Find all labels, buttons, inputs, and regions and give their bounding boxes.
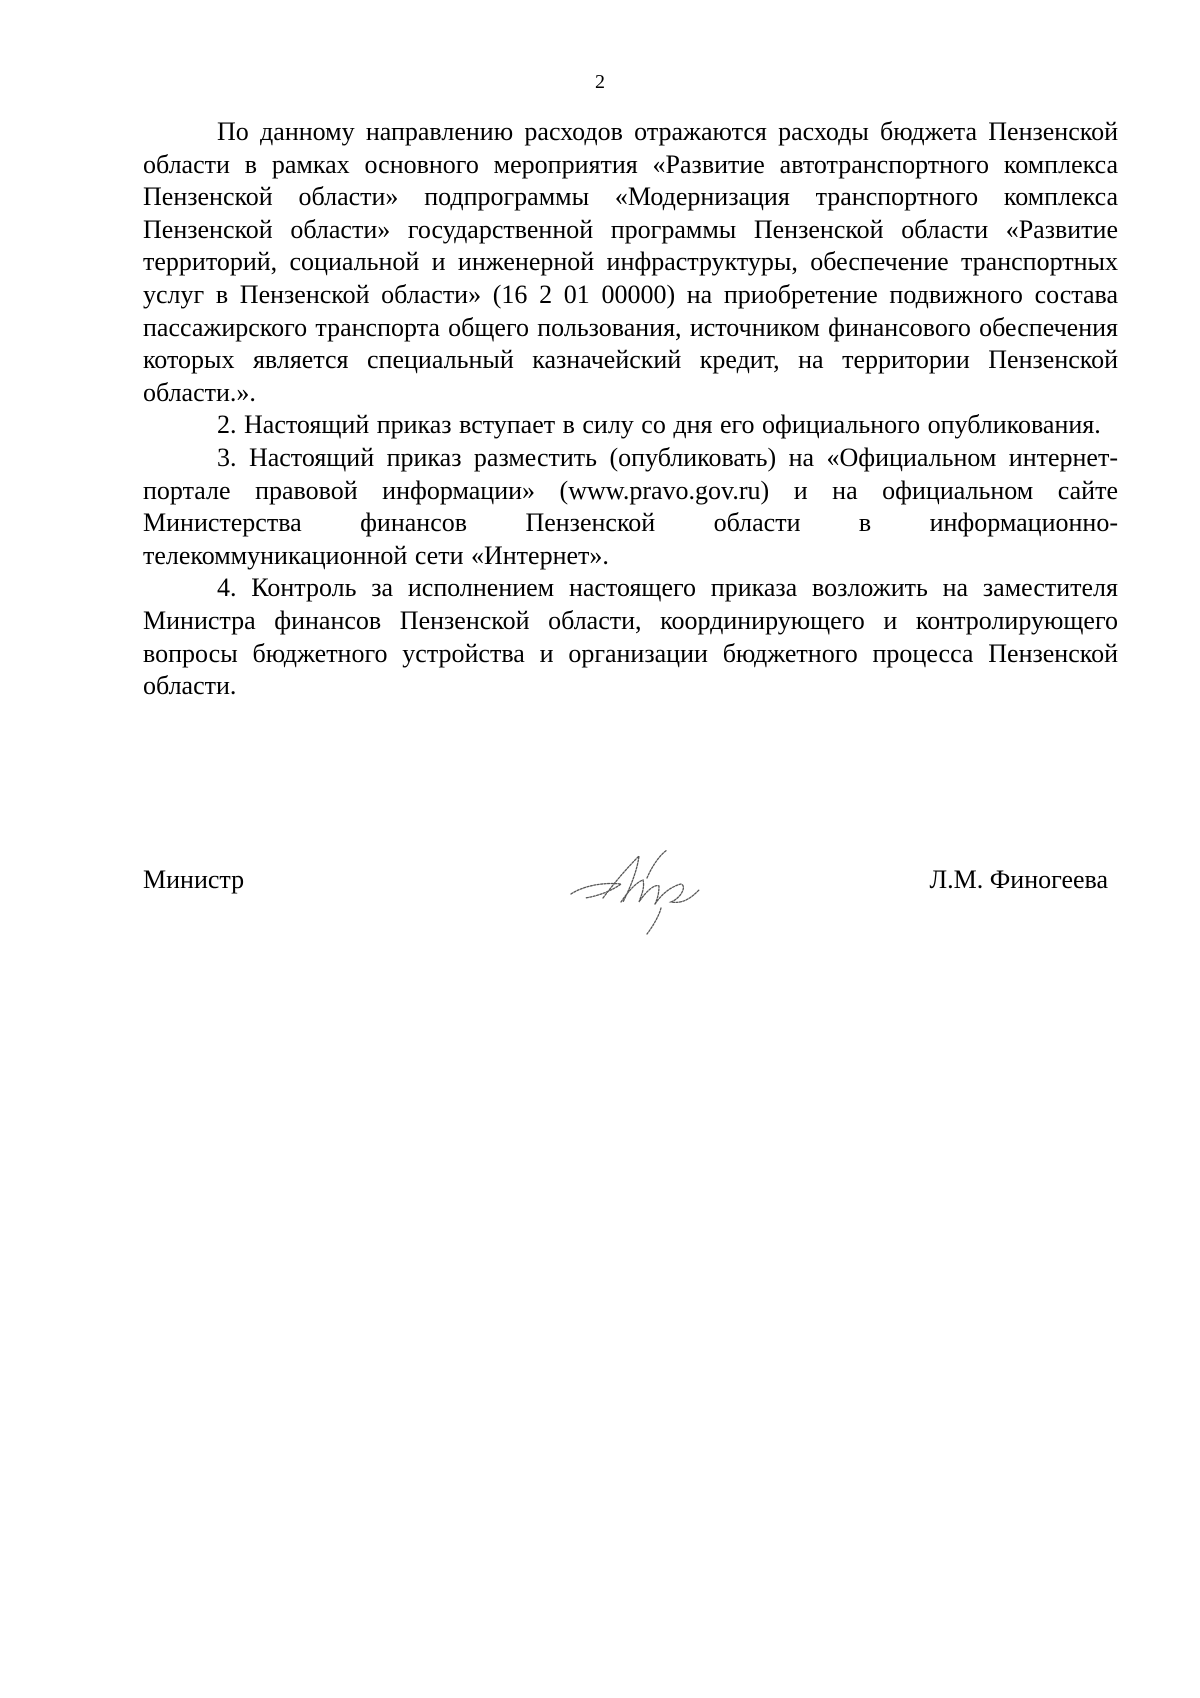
page-number: 2: [595, 71, 605, 93]
signer-name: Л.М. Финогеева: [929, 865, 1108, 894]
paragraph-expense-description: По данному направлению расходов отражаются расходы бюджета Пензенской области в рамках основного мероприятия «Развитие автотранспортного комплекса Пензенской области» подпрограммы «Модернизация транспортного комплекса Пензенской области» государственной программы Пензенской области «Развитие территорий, социальной и инженерной инфраструктуры, обеспечение транспортных услуг в Пензенской области» (16 2 01 00000) на приобретение подвижного состава пассажирского транспорта общего пользования, источником финансового обеспечения которых является специальный казначейский кредит, на территории Пензенской области.».: [143, 117, 1118, 407]
paragraph-publication: 3. Настоящий приказ разместить (опубликовать) на «Официальном интернет-портале правовой информации» (www.pravo.gov.ru) и на официальном сайте Министерства финансов Пензенской области в информационно-телекоммуникационной сети «Интернет».: [143, 442, 1118, 570]
handwritten-signature-icon: [563, 842, 713, 938]
paragraph-control: 4. Контроль за исполнением настоящего приказа возложить на заместителя Министра финансов Пензенской области, координирующего и контролирующего вопросы бюджетного устройства и организации бюджетного процесса Пензенской области.: [143, 573, 1118, 701]
paragraph-effective-date: 2. Настоящий приказ вступает в силу со дня его официального опубликования.: [217, 410, 1101, 440]
document-body: [143, 116, 1118, 703]
signature-block: [143, 850, 1118, 940]
signer-title: Министр: [143, 865, 245, 894]
